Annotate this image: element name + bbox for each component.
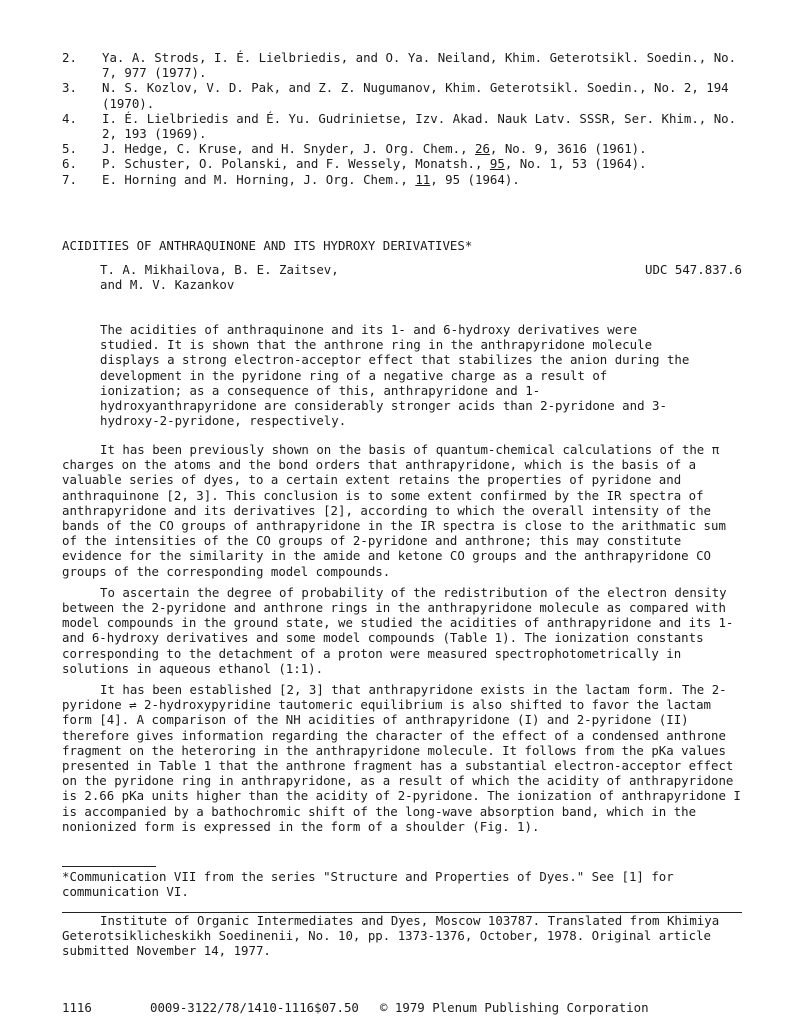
reference-item [62, 111, 742, 141]
udc-code: UDC 547.837.6 [645, 262, 742, 277]
reference-number: 4. [62, 110, 77, 126]
reference-item [62, 50, 742, 80]
reference-text: I. É. Lielbriedis and É. Yu. Gudrinietse, Izv. Akad. Nauk Latv. SSSR, Ser. Khim., No. 2, 193 (1969). [102, 110, 737, 142]
page-number: 1116 [62, 1000, 92, 1015]
reference-item [62, 141, 742, 156]
reference-text: E. Horning and M. Horning, J. Org. Chem., 11, 95 (1964). [102, 171, 520, 187]
abstract: The acidities of anthraquinone and its 1- and 6-hydroxy derivatives were studied. It is shown that the anthrone ring in the anthrapyridone molecule displays a strong electron-acceptor effect that stabilizes the anion during the development in the pyridone ring of a negative charge as a result of ionization; as a consequence of this, anthrapyridone and 1-hydroxyanthrapyridone are considerably stronger acids than 2-pyridone and 3-hydroxy-2-pyridone, respectively. [100, 322, 690, 429]
reference-number: 2. [62, 50, 77, 65]
body-text [62, 442, 742, 840]
footnote: *Communication VII from the series "Structure and Properties of Dyes." See [1] for communication VI. [62, 869, 674, 900]
reference-text: P. Schuster, O. Polanski, and F. Wessely, Monatsh., 95, No. 1, 53 (1964). [102, 156, 647, 172]
reference-text: Ya. A. Strods, I. É. Lielbriedis, and O. Ya. Neiland, Khim. Geterotsikl. Soedin., No. 7, 977 (1977). [102, 50, 737, 81]
body-paragraph-2: To ascertain the degree of probability of the redistribution of the electron density between the 2-pyridone and anthrone rings in the anthrapyridone molecule as compared with model compounds in the ground state, we studied the acidities of anthrapyridone and its 1- and 6-hydroxy derivatives and some model compounds (Table 1). The ionization constants corresponding to the detachment of a proton were measured spectrophotometrically in solutions in aqueous ethanol (1:1). [62, 584, 734, 676]
article-code: 0009-3122/78/1410-1116$07.50 [150, 1000, 359, 1015]
reference-text: N. S. Kozlov, V. D. Pak, and Z. Z. Nugumanov, Khim. Geterotsikl. Soedin., No. 2, 194 (1970). [102, 80, 729, 111]
reference-number: 5. [62, 141, 77, 157]
authors-line-1: T. A. Mikhailova, B. E. Zaitsev, [100, 262, 339, 277]
reference-item [62, 80, 742, 110]
reference-number: 3. [62, 80, 77, 96]
copyright: © 1979 Plenum Publishing Corporation [380, 1000, 649, 1015]
authors-line-2: and M. V. Kazankov [100, 277, 235, 293]
reference-list [62, 50, 742, 187]
reference-number: 6. [62, 156, 77, 172]
body-paragraph-1: It has been previously shown on the basis of quantum-chemical calculations of the π charges on the atoms and the bond orders that anthrapyridone, which is the basis of a valuable series of dyes, to a certain extent retains the properties of pyridone and anthraquinone [2, 3]. This conclusion is to some extent confirmed by the IR spectra of anthrapyridone and its derivatives [2], according to which the overall intensity of the bands of the CO groups of anthrapyridone in the IR spectra is close to the arithmatic sum of the intensities of the CO groups of 2-pyridone and anthrone; this may constitute evidence for the similarity in the amide and ketone CO groups and the anthrapyridone CO groups of the corresponding model compounds. [62, 442, 726, 579]
page-footer [62, 1000, 742, 1015]
affiliation: Institute of Organic Intermediates and Dyes, Moscow 103787. Translated from Khimiya Geterotsiklicheskikh Soedinenii, No. 10, pp. 1373-1376, October, 1978. Original article submitted November 14, 1977. [62, 913, 720, 959]
reference-item [62, 156, 742, 171]
reference-number: 7. [62, 171, 77, 187]
article-title: ACIDITIES OF ANTHRAQUINONE AND ITS HYDROXY DERIVATIVES* [62, 238, 473, 253]
reference-text: J. Hedge, C. Kruse, and H. Snyder, J. Org. Chem., 26, No. 9, 3616 (1961). [102, 141, 647, 157]
body-paragraph-3: It has been established [2, 3] that anthrapyridone exists in the lactam form. The 2-pyridone ⇌ 2-hydroxypyridine tautomeric equilibrium is also shifted to favor the lactam form [4]. A comparison of the NH acidities of anthrapyridone (I) and 2-pyridone (II) therefore gives information regarding the character of the effect of a condensed anthrone fragment on the heteroring in the anthrapyridone molecule. It follows from the pKa values presented in Table 1 that the anthrone fragment has a substantial electron-acceptor effect on the pyridone ring in anthrapyridone, as a result of which the acidity of anthrapyridone is 2.66 pKa units higher than the acidity of 2-pyridone. The ionization of anthrapyridone I is accompanied by a bathochromic shift of the long-wave absorption band, which in the nonionized form is expressed in the form of a shoulder (Fig. 1). [62, 682, 741, 834]
reference-item [62, 172, 742, 187]
author-block [100, 262, 440, 292]
footnote-divider [62, 866, 156, 867]
